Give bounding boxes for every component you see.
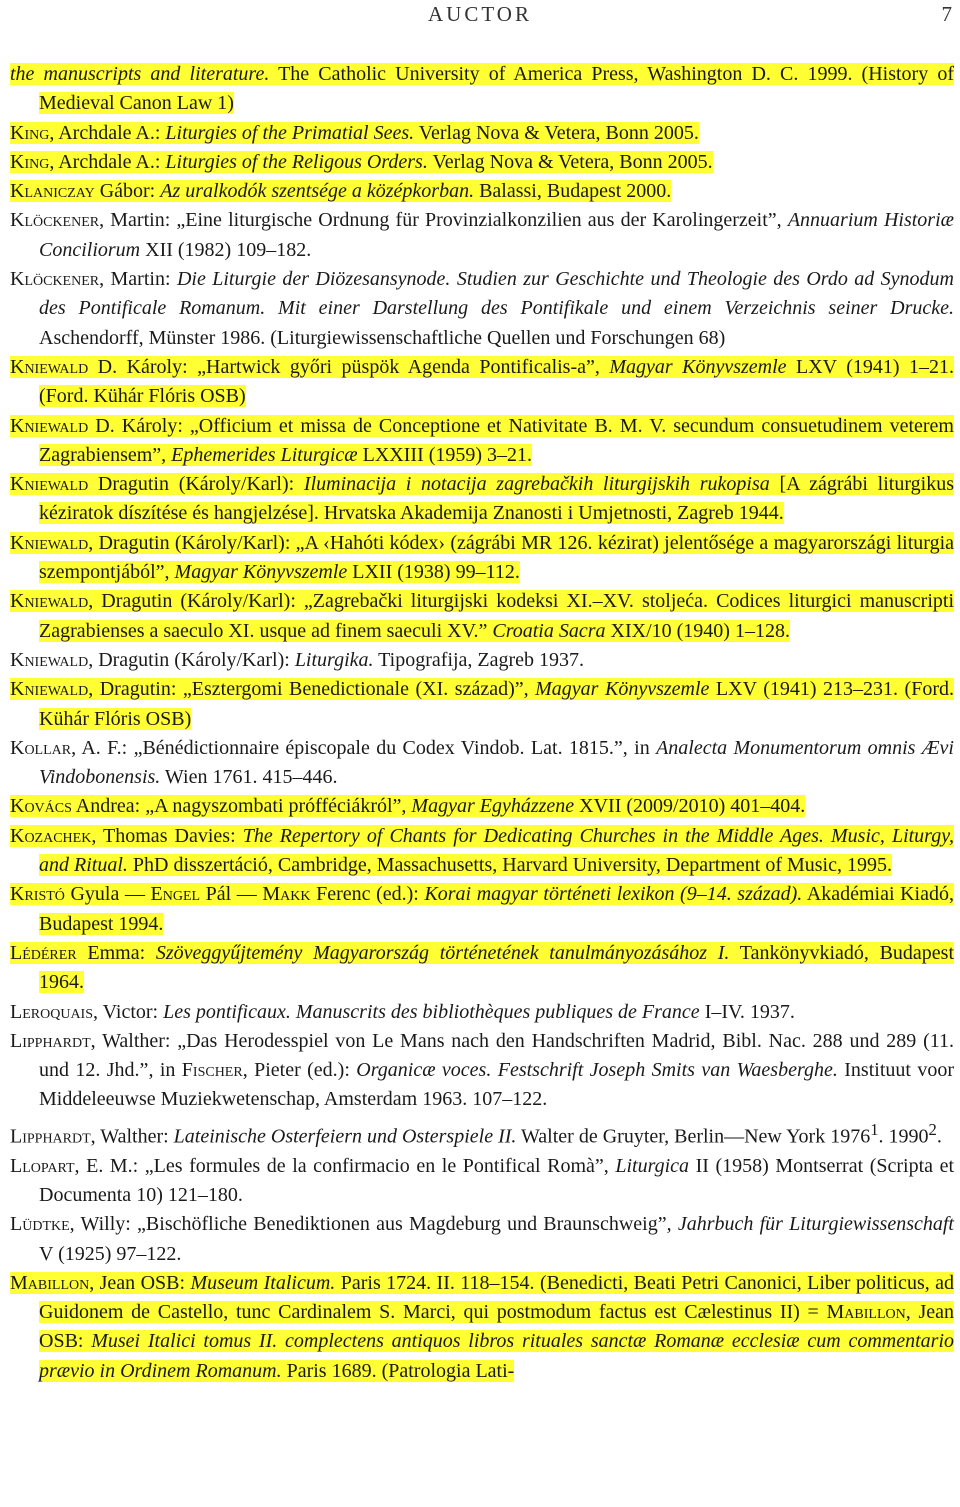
entry-text: , Willy: „Bischöfliche Benediktionen aus Magdeburg und Braunschweig”,: [69, 1213, 678, 1236]
author-name: Kniewald: [10, 414, 89, 437]
bibliography-entry: [10, 265, 954, 353]
entry-text: , Martin: „Eine liturgische Ordnung für Provinzialkonzilien aus der Karolingerzeit”,: [99, 209, 788, 232]
entry-text: II (1958) Montserrat (Scripta et Documenta 10) 121–180.: [39, 1154, 955, 1206]
bibliography-entry: [10, 1152, 954, 1211]
entry-text: D. Károly: „Hartwick győri püspök Agenda Pontificalis-a”,: [88, 355, 610, 378]
entry-text: , Walther: „Das Herodesspiel von Le Mans nach den Handschriften Madrid, Bibl. Nac. 288 und 289 (11. und 12. Jhd.”, in: [39, 1029, 954, 1082]
author-name: Kniewald: [10, 678, 89, 701]
entry-text: Balassi, Budapest 2000.: [474, 180, 672, 203]
entry-text: XIX/10 (1940) 1–128.: [605, 619, 790, 642]
title-text: Die Liturgie der Diözesansynode. Studien zur Geschichte und Theologie des Ordo ad Synodum des Pontificale Romanum. Mit einer Darstellung des Pontifikale und einem Verzeichnis seiner Drucke.: [39, 268, 954, 320]
title-text: Museum Italicum.: [190, 1271, 336, 1294]
entry-text: Dragutin (Károly/Karl):: [88, 473, 304, 496]
bibliography-entry: [10, 529, 954, 588]
title-text: the manuscripts and literature.: [10, 63, 270, 85]
entry-text: Tipografija, Zagreb 1937.: [373, 648, 585, 671]
title-text: Jahrbuch für Liturgiewissenschaft: [677, 1213, 954, 1236]
bibliography-entry: [10, 1027, 954, 1115]
title-text: Liturgies of the Religous Orders.: [165, 150, 428, 173]
entry-text: , Jean OSB:: [89, 1271, 191, 1294]
title-text: Szöveggyűjtemény Magyarország történetének tanulmányozásához I.: [155, 941, 730, 964]
bibliography-entry: [10, 646, 954, 675]
bibliography-entry: [10, 353, 954, 412]
entry-text: , Pieter (ed.):: [242, 1059, 357, 1082]
author-name: Klöckener: [10, 268, 100, 291]
entry-text: 2: [928, 1119, 937, 1139]
entry-text: Ferenc (ed.):: [310, 883, 425, 906]
bibliography-entry: [10, 177, 954, 206]
title-text: Annuarium Historiæ Conciliorum: [39, 209, 954, 261]
entry-text: , Archdale A.:: [49, 150, 166, 173]
title-text: Liturgies of the Primatial Sees.: [165, 121, 415, 144]
author-name: Kollar: [10, 736, 72, 759]
bibliography-entry: [10, 939, 954, 998]
author-name: Kniewald: [10, 355, 89, 378]
bibliography-entry: [10, 1210, 954, 1269]
title-text: Magyar Egyházzene: [411, 795, 575, 818]
title-text: Lateinische Osterfeiern und Osterspiele II.: [173, 1125, 517, 1148]
bibliography-entry: [10, 1269, 954, 1386]
author-name: Kovács: [10, 795, 72, 818]
entry-text: Verlag Nova & Vetera, Bonn 2005.: [427, 150, 713, 173]
page-number: 7: [941, 2, 952, 26]
author-name: Mabillon: [826, 1301, 906, 1324]
author-name: Lipphardt: [10, 1125, 91, 1148]
entry-text: D. Károly: „Officium et missa de Conceptione et Nativitate B. M. V. secundum consuetudinem veterem Zagrabiensem”,: [39, 414, 954, 466]
bibliography-entry: [10, 119, 954, 148]
title-text: Ephemerides Liturgicæ: [171, 443, 358, 466]
entry-text: Tankönyvkiadó, Budapest 1964.: [39, 941, 955, 994]
title-text: Magyar Könyvszemle: [174, 561, 348, 584]
bibliography-entry: [10, 734, 954, 793]
entry-text: , Victor:: [93, 1000, 164, 1023]
title-text: Korai magyar történeti lexikon (9–14. század).: [424, 883, 803, 906]
author-name: Llopart: [10, 1154, 75, 1177]
entry-text: XII (1982) 109–182.: [140, 238, 312, 261]
author-name: Kniewald: [10, 648, 89, 671]
author-name: Klaniczay: [10, 180, 95, 203]
title-text: Az uralkodók szentsége a középkorban.: [160, 180, 475, 203]
author-name: Lipphardt: [10, 1029, 91, 1052]
entry-text: Pál —: [200, 883, 263, 906]
author-name: Kozachek: [10, 824, 92, 847]
entry-text: Verlag Nova & Vetera, Bonn 2005.: [414, 121, 699, 144]
bibliography-entry: [10, 1115, 954, 1152]
title-text: The Repertory of Chants for Dedicating Churches in the Middle Ages. Music, Liturgy, and Ritual.: [39, 824, 954, 877]
bibliography-entry: [10, 412, 954, 471]
entry-text: 1: [870, 1119, 879, 1139]
entry-text: Instituut voor Middeleeuwse Muziekwetenschap, Amsterdam 1963. 107–122.: [39, 1059, 954, 1111]
entry-text: Paris 1689. (Patrologia Lati-: [281, 1359, 515, 1382]
title-text: Musei Italici tomus II. complectens antiquos libros rituales sanctæ Romanæ ecclesiæ cum commentario prævio in Ordinem Romanum.: [39, 1330, 955, 1382]
author-name: Kristó: [10, 883, 65, 906]
entry-text: . 1990: [878, 1125, 929, 1148]
entry-text: XVII (2009/2010) 401–404.: [574, 795, 806, 818]
title-text: Magyar Könyvszemle: [535, 678, 710, 701]
title-text: Iluminacija i notacija zagrebačkih liturgijskih rukopisa: [303, 473, 770, 496]
title-text: Analecta Monumentorum omnis Ævi Vindobonensis.: [39, 736, 954, 789]
bibliography-entry: [10, 998, 954, 1027]
entry-text: LXV (1941) 1–21. (Ford. Kühár Flóris OSB): [39, 355, 954, 408]
entry-text: V (1925) 97–122.: [39, 1242, 182, 1265]
entry-text: LXXIII (1959) 3–21.: [357, 443, 533, 466]
entry-text: Aschendorff, Münster 1986. (Liturgiewissenschaftliche Quellen und Forschungen 68): [39, 326, 726, 349]
bibliography-list: [10, 60, 954, 1386]
running-header: AUCTOR: [428, 2, 532, 26]
entry-text: Emma:: [76, 941, 156, 964]
entry-text: , Dragutin: „Esztergomi Benedictionale (XI. század)”,: [88, 678, 536, 701]
entry-text: Gyula —: [64, 883, 151, 906]
title-text: Croatia Sacra: [492, 619, 606, 642]
entry-text: Andrea: „A nagyszombati prófféciákról”,: [71, 795, 412, 818]
entry-text: , E. M.: „Les formules de la confirmacio en le Pontifical Romà”,: [74, 1154, 616, 1177]
title-text: Les pontificaux. Manuscrits des bibliothèques publiques de France: [163, 1000, 700, 1023]
author-name: Engel: [150, 883, 201, 906]
bibliography-entry: [10, 675, 954, 734]
entry-text: Paris 1724. II. 118–154. (Benedicti, Beati Petri Canonici, Liber politicus, ad Guidonem de Castello, tunc Cardinalem S. Marci, qui postmodum factus est Cælestinus II) =: [39, 1271, 955, 1324]
entry-text: , Dragutin (Károly/Karl): „Zagrebački liturgijski kodeksi XI.–XV. stoljeća. Codices liturgici manuscripti Zagrabienses a saeculo XI. usque ad finem saeculi XV.”: [39, 590, 954, 642]
entry-text: .: [936, 1125, 942, 1148]
entry-text: Gábor:: [94, 180, 161, 203]
entry-text: , Archdale A.:: [49, 121, 166, 144]
entry-text: LXII (1938) 99–112.: [347, 561, 520, 584]
entry-text: , Martin:: [99, 268, 177, 291]
author-name: Lüdtke: [10, 1213, 70, 1236]
author-name: Kniewald: [10, 473, 89, 496]
author-name: Kniewald: [10, 590, 89, 613]
bibliography-entry: [10, 822, 954, 881]
title-text: Liturgica: [615, 1154, 690, 1177]
bibliography-entry: [10, 60, 954, 119]
author-name: King: [10, 121, 50, 144]
entry-text: Akadémiai Kiadó, Budapest 1994.: [39, 883, 954, 935]
author-name: Makk: [262, 883, 311, 906]
entry-text: , Jean OSB:: [39, 1301, 954, 1353]
author-name: Klöckener: [10, 209, 100, 232]
bibliography-entry: [10, 792, 954, 821]
title-text: Organicæ voces. Festschrift Joseph Smits van Waesberghe.: [356, 1059, 838, 1082]
entry-text: I–IV. 1937.: [699, 1000, 795, 1023]
bibliography-entry: [10, 880, 954, 939]
entry-text: , A. F.: „Bénédictionnaire épiscopale du Codex Vindob. Lat. 1815.”, in: [71, 736, 657, 759]
author-name: Fischer: [181, 1059, 243, 1082]
entry-text: , Dragutin (Károly/Karl): „A ‹Hahóti kódex› (zágrábi MR 126. kézirat) jelentősége a magyarországi liturgia szempontjából”,: [39, 531, 954, 584]
author-name: Mabillon: [10, 1271, 90, 1294]
entry-text: [A zágrábi liturgikus kéziratok díszítése és hangjelzése]. Hrvatska Akademija Znanosti i Umjetnosti, Zagreb 1944.: [39, 473, 954, 525]
bibliography-entry: [10, 206, 954, 265]
author-name: Lédérer: [10, 941, 77, 964]
bibliography-entry: [10, 470, 954, 529]
entry-text: , Thomas Davies:: [91, 824, 243, 847]
entry-text: Wien 1761. 415–446.: [160, 766, 338, 789]
entry-text: , Dragutin (Károly/Karl):: [88, 648, 295, 671]
bibliography-entry: [10, 587, 954, 646]
author-name: Leroquais: [10, 1000, 93, 1023]
bibliography-entry: [10, 148, 954, 177]
title-text: Magyar Könyvszemle: [609, 355, 787, 378]
title-text: Liturgika.: [294, 648, 374, 671]
entry-text: PhD disszertáció, Cambridge, Massachusetts, Harvard University, Department of Music, 1995.: [127, 854, 892, 877]
author-name: Kniewald: [10, 531, 89, 554]
entry-text: LXV (1941) 213–231. (Ford. Kühár Flóris OSB): [39, 678, 955, 730]
entry-text: Walter de Gruyter, Berlin—New York 1976: [516, 1125, 871, 1148]
author-name: King: [10, 150, 50, 173]
entry-text: , Walther:: [90, 1125, 174, 1148]
entry-text: The Catholic University of America Press, Washington D. C. 1999. (History of Medieval Canon Law 1): [39, 63, 954, 115]
